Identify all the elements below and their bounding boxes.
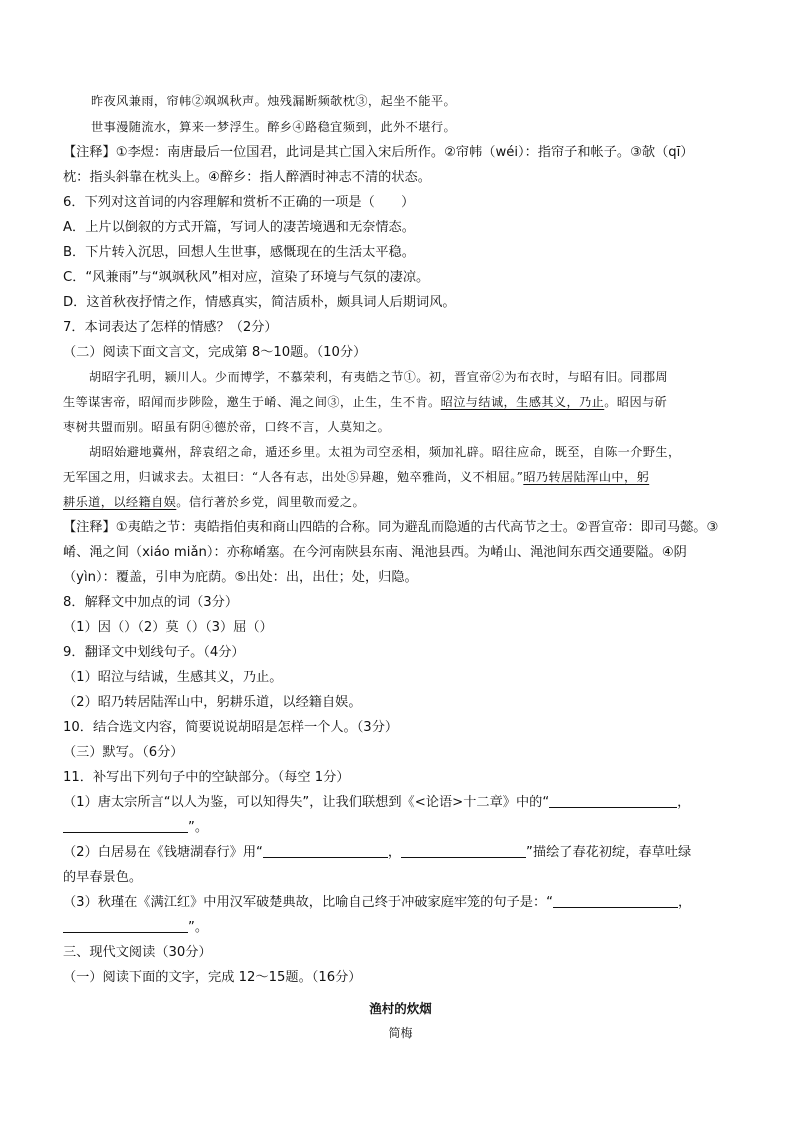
answer-blank[interactable]	[401, 842, 526, 858]
passage-p2-line-1: 胡昭始避地冀州，辞袁绍之命，遁还乡里。太祖为司空丞相，频加礼辟。昭往应命，既至，自陈一介野生，	[89, 445, 681, 459]
answer-blank[interactable]	[63, 817, 188, 833]
question-6-option-a: A．上片以倒叙的方式开篇，写词人的凄苦境遇和无奈情态。	[63, 220, 415, 235]
item-text: ，	[677, 895, 692, 910]
question-11-item-2	[63, 840, 738, 865]
article-title: 渔村的炊烟	[369, 1001, 432, 1016]
question-7: 7．本词表达了怎样的情感？（2分）	[63, 320, 278, 335]
item-text: （3）秋瑾在《满江红》中用汉军破楚典故，比喻自己终于冲破家庭牢笼的句子是：“	[63, 895, 553, 910]
section-3-heading: （三）默写。（6分）	[63, 745, 184, 760]
question-8-stem: 8．解释文中加点的词（3分）	[63, 595, 239, 610]
item-text: ”描绘了春花初绽，春草吐绿	[526, 845, 692, 860]
section-4-heading: （一）阅读下面的文字，完成 12～15题。（16分）	[63, 970, 362, 985]
passage-text: 。信行著於乡党，闾里敬而爱之。	[176, 495, 366, 509]
poem-line-2: 世事漫随流水，算来一梦浮生。醉乡④路稳宜频到，此外不堪行。	[91, 120, 457, 134]
passage-notes-line-3: （yìn）：覆盖，引申为庇荫。⑤出处：出，出仕；处，归隐。	[63, 570, 418, 585]
item-text: （1）唐太宗所言“以人为鉴，可以知得失”，让我们联想到《<论语>十二章》中的“	[63, 795, 550, 810]
passage-text: 生等谋害帝，昭闻而步陟险，邀生于崤、渑之间③，止生，生不肯。	[63, 395, 441, 409]
question-9-sentence-2: （2）昭乃转居陆浑山中，躬耕乐道，以经籍自娱。	[63, 695, 362, 710]
passage-text: 。昭因与斫	[604, 395, 668, 409]
question-6-stem: 6．下列对这首词的内容理解和赏析不正确的一项是（ ）	[63, 195, 415, 210]
item-text: ”。	[188, 820, 209, 835]
question-11-item-2-cont: 的早春景色。	[63, 870, 143, 885]
question-10: 10．结合选文内容，简要说说胡昭是怎样一个人。（3分）	[63, 720, 399, 735]
question-11-item-1-cont	[63, 815, 738, 840]
poem-line-1: 昨夜风兼雨，帘帏②飒飒秋声。烛残漏断频欹枕③，起坐不能平。	[91, 94, 457, 108]
question-6-option-d: D．这首秋夜抒情之作，情感真实，简洁质朴，颇具词人后期词风。	[63, 295, 456, 310]
question-11-item-3-cont	[63, 915, 738, 940]
underlined-sentence-2b: 耕乐道，以经籍自娱	[63, 495, 177, 509]
underlined-sentence-1: 昭泣与结诚，生感其义，乃止	[440, 395, 605, 409]
poem-notes-line-2: 枕：指头斜靠在枕头上。④醉乡：指人醉酒时神志不清的状态。	[63, 170, 431, 185]
passage-notes-line-1: 【注释】①夷皓之节：夷皓指伯夷和商山四皓的合称。同为避乱而隐遁的古代高节之士。②晋宣帝：即司马懿。③	[63, 520, 719, 535]
item-text: ，	[677, 795, 691, 810]
article-author: 简梅	[388, 1026, 413, 1040]
passage-p2-line-3	[63, 490, 738, 515]
underlined-sentence-2a: 昭乃转居陆浑山中，躬	[523, 470, 650, 484]
question-6-option-c: C．“风兼雨”与“飒飒秋风”相对应，渲染了环境与气氛的凄凉。	[63, 270, 430, 285]
question-6-option-b: B．下片转入沉思，回想人生世事，感慨现在的生活太平稳。	[63, 245, 415, 260]
passage-p1-line-2	[63, 390, 738, 415]
exam-page	[63, 88, 738, 1046]
answer-blank[interactable]	[553, 892, 678, 908]
item-text: （2）白居易在《钱塘湖春行》用“	[63, 845, 263, 860]
item-text: ”。	[188, 920, 209, 935]
question-8-items: （1）因（）（2）莫（）（3）屈（）	[63, 620, 273, 635]
section-2-heading: （二）阅读下面文言文，完成第 8～10题。（10分）	[63, 345, 367, 360]
passage-notes-line-2: 崤、渑之间（xiáo miǎn）：亦称崤塞。在今河南陕县东南、渑池县西。为崤山、渑池间东西交通要隘。④阴	[63, 545, 687, 560]
question-11-item-3	[63, 890, 738, 915]
question-9-stem: 9．翻译文中划线句子。（4分）	[63, 645, 245, 660]
passage-p2-line-2	[63, 465, 738, 490]
answer-blank[interactable]	[263, 842, 388, 858]
answer-blank[interactable]	[549, 792, 677, 808]
part-3-heading: 三、现代文阅读（30分）	[63, 945, 212, 960]
item-text: ，	[387, 845, 402, 860]
passage-p1-line-3: 枣树共盟而别。昭虽有阴④德於帝，口终不言，人莫知之。	[63, 420, 391, 434]
passage-p1-line-1: 胡昭字孔明，颍川人。少而博学，不慕荣利，有夷皓之节①。初，晋宣帝②为布衣时，与昭有旧。同郡周	[89, 370, 669, 384]
passage-text: 无军国之用，归诚求去。太祖曰：“人各有志，出处⑤异趣，勉卒雅尚，义不相屈。”	[63, 470, 524, 484]
answer-blank[interactable]	[63, 917, 188, 933]
poem-notes-line-1: 【注释】①李煜：南唐最后一位国君，此词是其亡国入宋后所作。②帘帏（wéi）：指帘子和帐子。③欹（qī）	[63, 145, 694, 160]
question-9-sentence-1: （1）昭泣与结诚，生感其义，乃止。	[63, 670, 283, 685]
question-11-item-1	[63, 790, 738, 815]
question-11-stem: 11．补写出下列句子中的空缺部分。（每空 1分）	[63, 770, 350, 785]
